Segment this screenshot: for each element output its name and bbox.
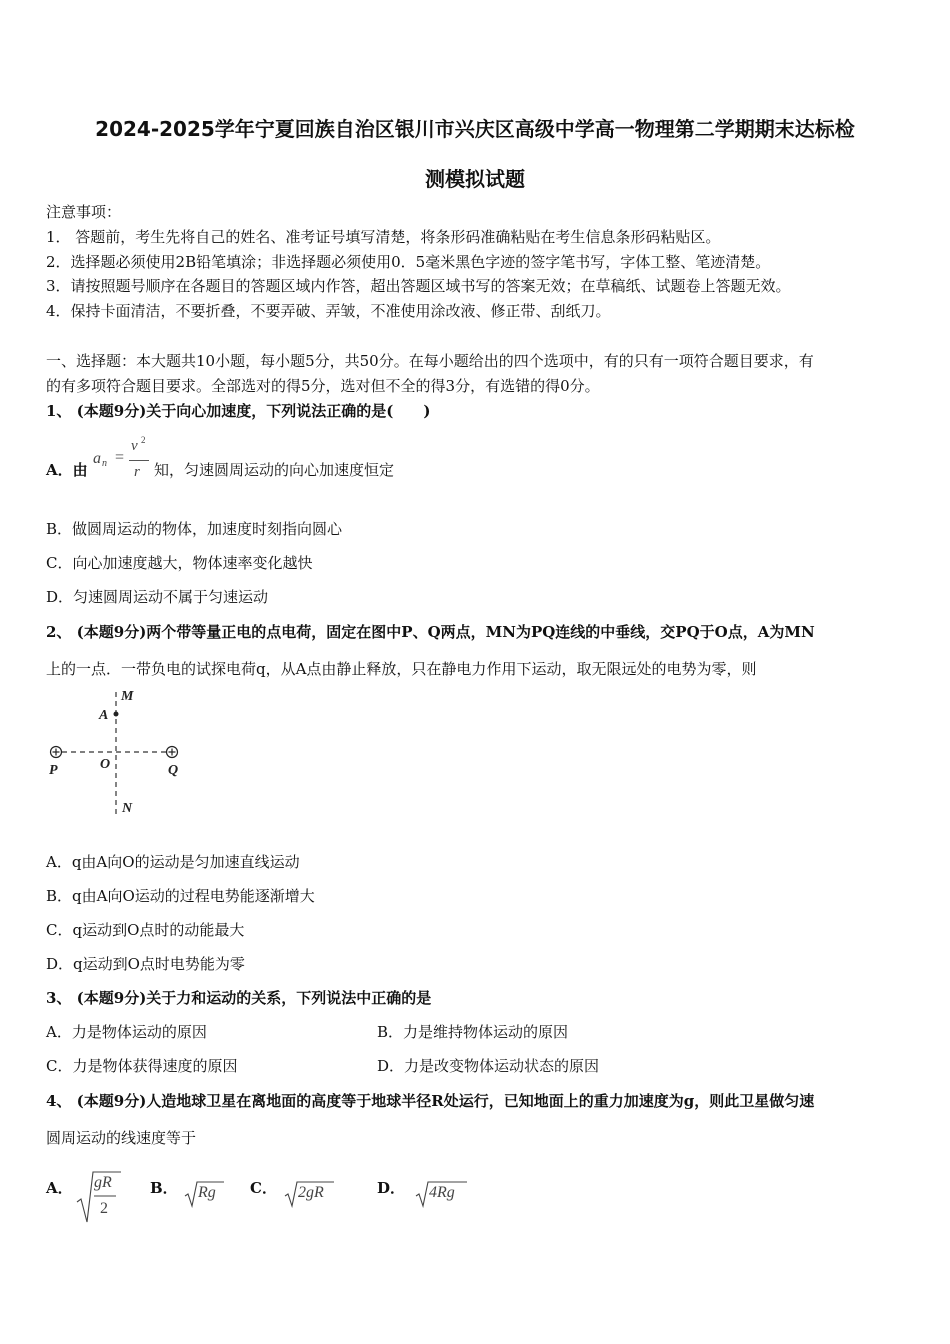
formula-sub-n: n — [102, 458, 107, 469]
section-intro-line2: 的有多项符合题目要求。全部选对的得5分，选对但不全的得3分，有选错的得0分。 — [46, 377, 600, 395]
formula-r: r — [134, 464, 140, 480]
q4-stem-line1: 4、 (本题9分)人造地球卫星在离地面的高度等于地球半径R处运行，已知地面上的重力加速度为g，则此卫星做匀速 — [46, 1092, 815, 1110]
label-a: A — [99, 708, 109, 723]
formula-fraction-bar — [129, 460, 149, 461]
label-p: P — [49, 763, 58, 778]
q2-option-a: A．q由A向O的运动是匀加速直线运动 — [46, 853, 300, 871]
q3-stem: 3、 (本题9分)关于力和运动的关系，下列说法中正确的是 — [46, 989, 432, 1007]
sqrt-a-denominator: 2 — [100, 1200, 108, 1217]
q1-formula — [93, 436, 153, 486]
q4-option-d-label: D． — [377, 1179, 406, 1197]
q4-option-c-label: C． — [250, 1179, 277, 1197]
sqrt-c-expr: 2gR — [298, 1184, 324, 1201]
q1-option-a-text: 知，匀速圆周运动的向心加速度恒定 — [154, 461, 395, 479]
charge-diagram — [44, 684, 194, 824]
page-title-line2: 测模拟试题 — [425, 167, 525, 191]
section-intro-line1: 一、选择题：本大题共10小题，每小题5分，共50分。在每小题给出的四个选项中，有的只有一项符合题目要求，有 — [46, 352, 814, 370]
q3-option-b: B．力是维持物体运动的原因 — [377, 1023, 569, 1041]
sqrt-a-numerator: gR — [94, 1174, 112, 1191]
formula-v: v — [131, 438, 138, 454]
label-m: M — [121, 689, 134, 704]
formula-a: a — [93, 450, 101, 467]
q1-option-d: D．匀速圆周运动不属于匀速运动 — [46, 588, 269, 606]
label-n: N — [122, 801, 133, 816]
formula-equals: = — [115, 449, 125, 466]
q2-option-c: C．q运动到O点时的动能最大 — [46, 921, 245, 939]
q2-stem-line1: 2、 (本题9分)两个带等量正电的点电荷，固定在图中P、Q两点，MN为PQ连线的中垂线，交PQ于O点，A为MN — [46, 623, 815, 641]
notice-heading: 注意事项： — [46, 203, 122, 221]
formula-sup-2: 2 — [141, 435, 146, 445]
page-title-line1: 2024-2025学年宁夏回族自治区银川市兴庆区高级中学高一物理第二学期期末达标检 — [95, 117, 855, 141]
q4-option-a-label: A． — [46, 1179, 73, 1197]
notice-item-4: 4．保持卡面清洁，不要折叠，不要弄破、弄皱，不准使用涂改液、修正带、刮纸刀。 — [46, 302, 611, 320]
q2-stem-line2: 上的一点．一带负电的试探电荷q，从A点由静止释放，只在静电力作用下运动，取无限远处的电势为零，则 — [46, 660, 757, 678]
q4-option-a-formula — [76, 1168, 122, 1224]
q4-option-b-formula — [184, 1180, 226, 1208]
label-o: O — [100, 757, 111, 772]
q2-option-d: D．q运动到O点时电势能为零 — [46, 955, 245, 973]
q1-option-b: B．做圆周运动的物体，加速度时刻指向圆心 — [46, 520, 343, 538]
q1-stem: 1、 (本题9分)关于向心加速度，下列说法正确的是( ) — [46, 402, 431, 420]
q3-option-a: A．力是物体运动的原因 — [46, 1023, 207, 1041]
q4-option-c-formula — [284, 1180, 336, 1208]
q4-stem-line2: 圆周运动的线速度等于 — [46, 1129, 197, 1147]
q1-option-c: C．向心加速度越大，物体速率变化越快 — [46, 554, 313, 572]
q4-option-b-label: B． — [150, 1179, 178, 1197]
q3-option-c: C．力是物体获得速度的原因 — [46, 1057, 238, 1075]
notice-item-3: 3．请按照题号顺序在各题目的答题区域内作答，超出答题区域书写的答案无效；在草稿纸、试题卷上答题无效。 — [46, 277, 791, 295]
notice-item-1: 1． 答题前，考生先将自己的姓名、准考证号填写清楚，将条形码准确粘贴在考生信息条形码粘贴区。 — [46, 228, 721, 246]
q1-option-a-prefix: A．由 — [46, 461, 88, 479]
q3-option-d: D．力是改变物体运动状态的原因 — [377, 1057, 600, 1075]
notice-item-2: 2．选择题必须使用2B铅笔填涂；非选择题必须使用0．5毫米黑色字迹的签字笔书写，字体工整、笔迹清楚。 — [46, 253, 771, 271]
sqrt-b-expr: Rg — [198, 1184, 216, 1201]
q4-option-d-formula — [415, 1180, 469, 1208]
sqrt-d-expr: 4Rg — [429, 1184, 455, 1201]
label-q: Q — [168, 763, 179, 778]
q2-option-b: B．q由A向O运动的过程电势能逐渐增大 — [46, 887, 315, 905]
point-a-dot — [114, 712, 119, 717]
